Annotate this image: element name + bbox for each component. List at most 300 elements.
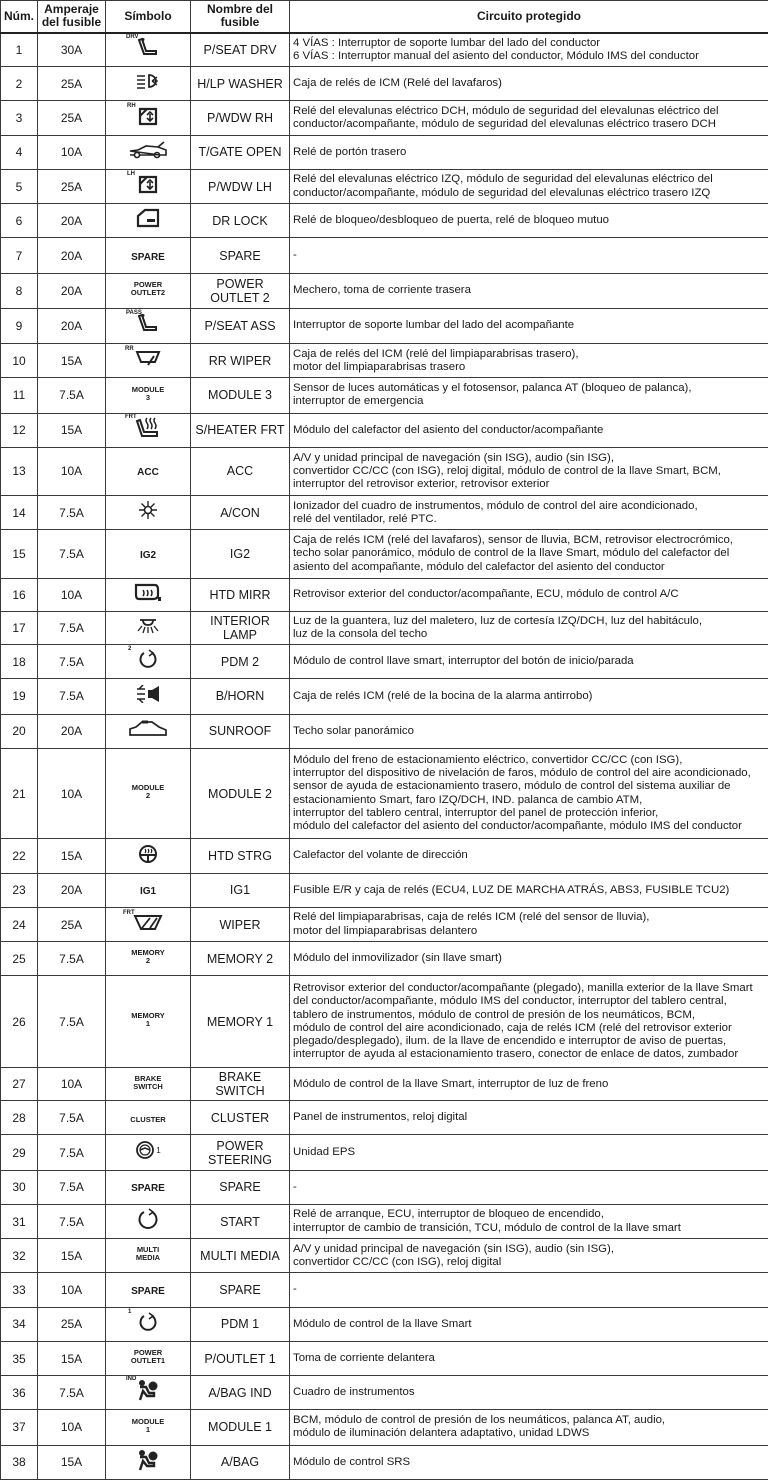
protected-circuit (290, 679, 768, 714)
fuse-symbol (106, 1101, 191, 1135)
seat-icon (126, 34, 160, 57)
symbol-label-line: SWITCH (133, 1081, 163, 1091)
fuse-name: S/HEATER FRT (191, 413, 290, 447)
protected-circuit (290, 976, 768, 1068)
fuse-symbol (106, 611, 191, 644)
fuse-row (1, 839, 768, 873)
fuse-row (1, 1101, 768, 1135)
symbol-label-line: POWER (133, 1348, 163, 1357)
symbol-label-line: BRAKE (134, 1073, 162, 1083)
fuse-amperage: 7.5A (38, 1135, 106, 1170)
circuit-line: interruptor del retrovisor exterior, retrovisor exterior (293, 478, 550, 491)
fuse-row (1, 679, 768, 714)
fuse-name: POWER OUTLET 2 (191, 273, 290, 308)
fuse-number: 11 (1, 378, 38, 413)
fuse-name: MULTI MEDIA (191, 1239, 290, 1273)
protected-circuit (290, 1170, 768, 1204)
symbol-label: IG1 (139, 886, 157, 898)
circuit-line: Relé de portón trasero (293, 145, 407, 158)
protected-circuit (290, 273, 768, 308)
symbol-label-line: 1 (145, 1019, 151, 1029)
fuse-number: 18 (1, 645, 38, 679)
circuit-line: módulo de control del aire acondicionado, caja de relés ICM (relé del retrovisor exterior (293, 1021, 732, 1034)
circuit-line: del conductor/acompañante, módulo IMS del conductor, interruptor del tablero central, (293, 995, 727, 1008)
fuse-symbol (106, 1135, 191, 1170)
fuse-row (1, 530, 768, 578)
start-icon (137, 1208, 159, 1230)
fuse-number: 16 (1, 578, 38, 611)
circuit-line: Módulo del freno de estacionamiento eléctrico, convertidor CC/CC (con ISG), (293, 754, 683, 767)
fuse-name: SUNROOF (191, 714, 290, 748)
protected-circuit (290, 1068, 768, 1101)
fuse-amperage: 25A (38, 101, 106, 135)
protected-circuit (290, 344, 768, 378)
heated-steering-icon (138, 843, 158, 865)
fuse-name: MODULE 3 (191, 378, 290, 413)
fuse-symbol (106, 169, 191, 203)
circuit-line: convertidor CC/CC (con ISG), reloj digital, módulo de control de la llave Smart, BCM, (293, 464, 721, 477)
fuse-symbol (106, 1307, 191, 1341)
protected-circuit (290, 578, 768, 611)
fuse-name: T/GATE OPEN (191, 135, 290, 169)
symbol-tag: LH (127, 171, 135, 178)
circuit-line: Unidad EPS (293, 1146, 356, 1158)
header-fuse-name: Nombre del fusible (191, 1, 290, 33)
fuse-number: 3 (1, 101, 38, 135)
fuse-symbol (106, 976, 191, 1068)
protected-circuit (290, 496, 768, 530)
fuse-amperage: 7.5A (38, 1376, 106, 1410)
protected-circuit (290, 1307, 768, 1341)
symbol-label (130, 1116, 165, 1124)
symbol-tag: 2 (128, 646, 132, 653)
fuse-number: 19 (1, 679, 38, 714)
front-wiper-icon (123, 910, 163, 931)
circuit-line: Fusible E/R y caja de relés (ECU4, LUZ DE MARCHA ATRÁS, ABS3, FUSIBLE TCU2) (293, 883, 730, 896)
symbol-tag: IND (126, 1376, 137, 1383)
fuse-symbol (106, 942, 191, 976)
symbol-label (132, 1418, 165, 1434)
fuse-number: 25 (1, 942, 38, 976)
fuse-number: 27 (1, 1068, 38, 1101)
symbol-label (131, 281, 165, 297)
protected-circuit (290, 1239, 768, 1273)
fuse-number: 31 (1, 1204, 38, 1238)
circuit-line: luz de la consola del techo (293, 628, 428, 641)
fuse-number: 30 (1, 1170, 38, 1204)
circuit-line: Retrovisor exterior del conductor/acompañante (plegado), manilla exterior de la llave Smart (293, 982, 753, 995)
seat-icon (126, 310, 160, 333)
circuit-line: relé del ventilador, relé PTC. (293, 512, 437, 525)
fuse-number: 38 (1, 1445, 38, 1479)
fuse-row (1, 344, 768, 378)
symbol-label-line: CLUSTER (130, 1114, 166, 1124)
circuit-line: Techo solar panorámico (293, 724, 414, 737)
seat-heater-icon (125, 413, 161, 439)
fuse-amperage: 20A (38, 308, 106, 343)
fuse-symbol (106, 1273, 191, 1307)
fuse-row (1, 33, 768, 67)
fuse-amperage: 7.5A (38, 378, 106, 413)
symbol-label-line: MULTI (136, 1245, 160, 1255)
fuse-amperage: 20A (38, 714, 106, 748)
fuse-name: P/SEAT DRV (191, 33, 290, 67)
circuit-line: - (293, 1180, 297, 1193)
protected-circuit (290, 378, 768, 413)
fuse-row (1, 447, 768, 495)
fuse-symbol (106, 679, 191, 714)
fuse-amperage: 7.5A (38, 1170, 106, 1204)
circuit-line: tablero de instrumentos, módulo de control de presión de los neumáticos, BCM, (293, 1008, 696, 1021)
fuse-row (1, 101, 768, 135)
fuse-name: P/WDW RH (191, 101, 290, 135)
circuit-line: 6 VÍAS : Interruptor manual del asiento del conductor, Módulo IMS del conductor (293, 49, 699, 62)
protected-circuit (290, 714, 768, 748)
circuit-line: estacionamiento Smart, faro IZQ/DCH, IND. palanca de cambio ATM, (293, 793, 643, 806)
symbol-label: SPARE (131, 1286, 165, 1298)
circuit-line: Caja de relés ICM (relé de la bocina de la alarma antirrobo) (293, 689, 593, 702)
protected-circuit (290, 169, 768, 203)
circuit-line: Luz de la guantera, luz del maletero, luz de cortesía IZQ/DCH, luz del habitáculo, (293, 614, 703, 627)
circuit-line: interruptor de cambio de transición, TCU, módulo de control de la llave smart (293, 1221, 681, 1234)
fuse-name: MEMORY 2 (191, 942, 290, 976)
circuit-line: Relé de bloqueo/desbloqueo de puerta, relé de bloqueo mutuo (293, 214, 610, 227)
fuse-amperage: 7.5A (38, 679, 106, 714)
symbol-label (131, 1349, 165, 1365)
fuse-name: P/OUTLET 1 (191, 1341, 290, 1375)
fuse-name: ACC (191, 447, 290, 495)
fuse-row (1, 496, 768, 530)
fuse-amperage: 20A (38, 204, 106, 238)
fuse-number: 34 (1, 1307, 38, 1341)
fuse-number: 37 (1, 1410, 38, 1445)
circuit-line: conductor/acompañante, módulo de seguridad del elevalunas eléctrico trasero DCH (293, 118, 716, 131)
circuit-line: techo solar panorámico, módulo de control de la llave Smart, módulo del calefactor del (293, 547, 730, 560)
circuit-line: BCM, módulo de control de presión de los neumáticos, palanca AT, audio, (293, 1414, 666, 1427)
fuse-row (1, 1341, 768, 1375)
circuit-line: A/V y unidad principal de navegación (sin ISG), audio (sin ISG), (293, 1242, 615, 1255)
circuit-line: interruptor del dispositivo de nivelación de faros, módulo de control del aire acondicionado, (293, 767, 751, 780)
circuit-line: interruptor del tablero central, interruptor del panel de protección inferior, (293, 806, 659, 819)
circuit-line: Ionizador del cuadro de instrumentos, módulo de control del aire acondicionado, (293, 499, 698, 512)
symbol-tag: FRT (123, 910, 135, 917)
fuse-number: 8 (1, 273, 38, 308)
fuse-number: 15 (1, 530, 38, 578)
fuse-row (1, 611, 768, 644)
protected-circuit (290, 1341, 768, 1375)
fuse-row (1, 1445, 768, 1479)
circuit-line: módulo del calefactor del asiento del conductor/acompañante, módulo IMS del conductor (293, 820, 742, 833)
fuse-row (1, 273, 768, 308)
fuse-symbol (106, 344, 191, 378)
protected-circuit (290, 1273, 768, 1307)
circuit-line: Caja de relés ICM (relé del lavafaros), sensor de lluvia, BCM, retrovisor electrocrómico, (293, 534, 733, 547)
header-symbol: Símbolo (106, 1, 191, 33)
fuse-name: MODULE 2 (191, 748, 290, 839)
protected-circuit (290, 447, 768, 495)
fuse-amperage: 20A (38, 238, 106, 273)
fuse-row (1, 1410, 768, 1445)
headlamp-washer-icon (135, 72, 161, 90)
symbol-label-line: 2 (145, 791, 151, 801)
header-row (1, 1, 768, 33)
circuit-line: Relé del limpiaparabrisas, caja de relés ICM (relé del sensor de lluvia), (293, 911, 650, 924)
protected-circuit (290, 611, 768, 644)
fuse-name: WIPER (191, 907, 290, 941)
circuit-line: Módulo de control SRS (293, 1455, 411, 1468)
pdm-icon (128, 646, 158, 669)
fuse-symbol (106, 204, 191, 238)
fuse-number: 2 (1, 67, 38, 101)
door-lock-icon (135, 208, 161, 228)
circuit-line: Módulo del inmovilizador (sin llave smart) (293, 952, 502, 965)
fuse-symbol (106, 447, 191, 495)
air-conditioner-icon (138, 500, 158, 520)
protected-circuit (290, 530, 768, 578)
circuit-line: interruptor de emergencia (293, 395, 424, 408)
protected-circuit (290, 238, 768, 273)
circuit-line: Relé de arranque, ECU, interruptor de bloqueo de encendido, (293, 1208, 604, 1221)
symbol-label: SPARE (131, 1183, 165, 1195)
fuse-amperage: 7.5A (38, 496, 106, 530)
fuse-number: 29 (1, 1135, 38, 1170)
fuse-symbol (106, 33, 191, 67)
fuse-name: B/HORN (191, 679, 290, 714)
fuse-amperage: 15A (38, 1239, 106, 1273)
protected-circuit (290, 839, 768, 873)
tailgate-open-icon (128, 141, 168, 159)
fuse-row (1, 645, 768, 679)
fuse-number: 23 (1, 873, 38, 907)
circuit-line: interruptor de ayuda al estacionamiento trasero, conector de enlace de datos, zumbador (293, 1048, 739, 1061)
fuse-amperage: 7.5A (38, 1101, 106, 1135)
fuse-table-body (1, 33, 768, 1480)
fuse-name: INTERIOR LAMP (191, 611, 290, 644)
protected-circuit (290, 1410, 768, 1445)
fuse-number: 22 (1, 839, 38, 873)
fuse-number: 1 (1, 33, 38, 67)
fuse-symbol (106, 1239, 191, 1273)
fuse-number: 6 (1, 204, 38, 238)
protected-circuit (290, 873, 768, 907)
header-num: Núm. (1, 1, 38, 33)
symbol-label: SPARE (131, 251, 165, 263)
fuse-name: POWER STEERING (191, 1135, 290, 1170)
fuse-number: 21 (1, 748, 38, 839)
fuse-symbol (106, 67, 191, 101)
circuit-line: asiento del acompañante, módulo del calefactor del asiento del conductor (293, 560, 665, 573)
circuit-line: conductor/acompañante, módulo de seguridad del elevalunas eléctrico trasero IZQ (293, 186, 711, 199)
fuse-symbol (106, 1170, 191, 1204)
fuse-amperage: 7.5A (38, 530, 106, 578)
fuse-amperage: 15A (38, 839, 106, 873)
circuit-line: Módulo de control de la llave Smart (293, 1317, 472, 1330)
fuse-row (1, 238, 768, 273)
fuse-row (1, 1135, 768, 1170)
fuse-name: MEMORY 1 (191, 976, 290, 1068)
fuse-name: MODULE 1 (191, 1410, 290, 1445)
fuse-row (1, 413, 768, 447)
fuse-symbol (106, 839, 191, 873)
circuit-line: Mechero, toma de corriente trasera (293, 284, 471, 297)
fuse-symbol (106, 101, 191, 135)
circuit-line: convertidor CC/CC (con ISG), reloj digital (293, 1255, 502, 1268)
fuse-name: SPARE (191, 1170, 290, 1204)
fuse-number: 36 (1, 1376, 38, 1410)
symbol-label-line: MODULE (131, 783, 165, 793)
symbol-label-line: MEMORY (131, 1011, 165, 1021)
circuit-line: Calefactor del volante de dirección (293, 849, 468, 862)
fuse-row (1, 748, 768, 839)
fuse-number: 33 (1, 1273, 38, 1307)
fuse-number: 4 (1, 135, 38, 169)
fuse-symbol (106, 1445, 191, 1479)
header-circuit: Circuito protegido (290, 1, 768, 33)
fuse-symbol (106, 135, 191, 169)
symbol-label-line: 2 (145, 956, 151, 966)
protected-circuit (290, 204, 768, 238)
symbol-label-line: 1 (145, 1424, 151, 1434)
fuse-symbol (106, 748, 191, 839)
airbag-icon (136, 1449, 160, 1471)
symbol-label-line: MEMORY (131, 948, 165, 958)
fuse-number: 12 (1, 413, 38, 447)
interior-lamp-icon (135, 617, 161, 635)
symbol-label (133, 1075, 163, 1091)
fuse-amperage: 20A (38, 273, 106, 308)
symbol-label (136, 1246, 160, 1262)
fuse-row (1, 1239, 768, 1273)
airbag-icon (126, 1376, 160, 1401)
symbol-subscript: 1 (156, 1145, 161, 1155)
symbol-label-line: OUTLET1 (130, 1356, 166, 1365)
fuse-name: PDM 1 (191, 1307, 290, 1341)
protected-circuit (290, 101, 768, 135)
fuse-number: 14 (1, 496, 38, 530)
protected-circuit (290, 33, 768, 67)
fuse-amperage: 15A (38, 1341, 106, 1375)
fuse-amperage: 25A (38, 169, 106, 203)
protected-circuit (290, 748, 768, 839)
symbol-tag: FRT (125, 413, 137, 420)
fuse-amperage: 15A (38, 1445, 106, 1479)
power-steering-icon (135, 1140, 160, 1160)
circuit-line: Relé del elevalunas eléctrico IZQ, módulo de seguridad del elevalunas eléctrico del (293, 173, 713, 186)
circuit-line: Módulo de control llave smart, interruptor del botón de inicio/parada (293, 655, 634, 668)
fuse-amperage: 25A (38, 67, 106, 101)
circuit-line: 4 VÍAS : Interruptor de soporte lumbar del lado del conductor (293, 36, 601, 49)
fuse-name: P/WDW LH (191, 169, 290, 203)
protected-circuit (290, 942, 768, 976)
fuse-number: 10 (1, 344, 38, 378)
fuse-symbol (106, 1068, 191, 1101)
fuse-name: SPARE (191, 238, 290, 273)
fuse-symbol (106, 273, 191, 308)
fuse-symbol (106, 1341, 191, 1375)
circuit-line: Caja de relés de ICM (Relé del lavafaros) (293, 77, 502, 90)
fuse-number: 7 (1, 238, 38, 273)
fuse-name: START (191, 1204, 290, 1238)
fuse-row (1, 169, 768, 203)
circuit-line: Retrovisor exterior del conductor/acompañante, ECU, módulo de control A/C (293, 588, 679, 601)
symbol-tag: PASS (126, 310, 142, 317)
symbol-tag: 1 (128, 1308, 132, 1315)
protected-circuit (290, 1101, 768, 1135)
fuse-row (1, 942, 768, 976)
fuse-name: H/LP WASHER (191, 67, 290, 101)
fuse-row (1, 378, 768, 413)
fuse-name: A/CON (191, 496, 290, 530)
power-window-icon (127, 102, 159, 126)
symbol-label (131, 1012, 164, 1028)
fuse-amperage: 30A (38, 33, 106, 67)
fuse-symbol (106, 238, 191, 273)
fuse-row (1, 135, 768, 169)
protected-circuit (290, 1445, 768, 1479)
circuit-line: Toma de corriente delantera (293, 1351, 435, 1364)
protected-circuit (290, 645, 768, 679)
fuse-number: 13 (1, 447, 38, 495)
fuse-name: RR WIPER (191, 344, 290, 378)
circuit-line: Panel de instrumentos, reloj digital (293, 1111, 468, 1124)
fuse-symbol (106, 496, 191, 530)
fuse-amperage: 7.5A (38, 1204, 106, 1238)
fuse-symbol (106, 1204, 191, 1238)
pdm-icon (128, 1308, 158, 1332)
fuse-number: 26 (1, 976, 38, 1068)
fuse-amperage: 7.5A (38, 942, 106, 976)
fuse-name: A/BAG (191, 1445, 290, 1479)
circuit-line: Módulo del calefactor del asiento del conductor/acompañante (293, 423, 604, 436)
fuse-symbol (106, 578, 191, 611)
fuse-row (1, 1204, 768, 1238)
fuse-row (1, 1170, 768, 1204)
circuit-line: Interruptor de soporte lumbar del lado del acompañante (293, 319, 575, 332)
fuse-amperage: 10A (38, 1273, 106, 1307)
fuse-symbol (106, 1376, 191, 1410)
fuse-row (1, 1273, 768, 1307)
fuse-row (1, 873, 768, 907)
fuse-number: 17 (1, 611, 38, 644)
symbol-label: IG2 (139, 550, 157, 562)
fuse-number: 35 (1, 1341, 38, 1375)
protected-circuit (290, 67, 768, 101)
circuit-line: Módulo de control de la llave Smart, interruptor de luz de freno (293, 1077, 609, 1090)
circuit-line: Relé del elevalunas eléctrico DCH, módulo de seguridad del elevalunas eléctrico del (293, 104, 719, 117)
circuit-line: Caja de relés del ICM (relé del limpiaparabrisas trasero), (293, 347, 579, 360)
fuse-name: BRAKE SWITCH (191, 1068, 290, 1101)
fuse-name: SPARE (191, 1273, 290, 1307)
fuse-symbol (106, 308, 191, 343)
protected-circuit (290, 907, 768, 941)
circuit-line: A/V y unidad principal de navegación (sin ISG), audio (sin ISG), (293, 451, 615, 464)
circuit-line: Cuadro de instrumentos (293, 1386, 415, 1399)
protected-circuit (290, 413, 768, 447)
fuse-amperage: 10A (38, 135, 106, 169)
circuit-line: - (293, 1283, 297, 1296)
fuse-amperage: 15A (38, 413, 106, 447)
protected-circuit (290, 308, 768, 343)
fuse-number: 24 (1, 907, 38, 941)
protected-circuit (290, 1376, 768, 1410)
fuse-amperage: 7.5A (38, 976, 106, 1068)
fuse-number: 28 (1, 1101, 38, 1135)
symbol-tag: RR (125, 346, 134, 353)
fuse-number: 9 (1, 308, 38, 343)
circuit-line: - (293, 248, 297, 261)
fuse-symbol (106, 378, 191, 413)
symbol-label-line: MEDIA (135, 1253, 161, 1263)
